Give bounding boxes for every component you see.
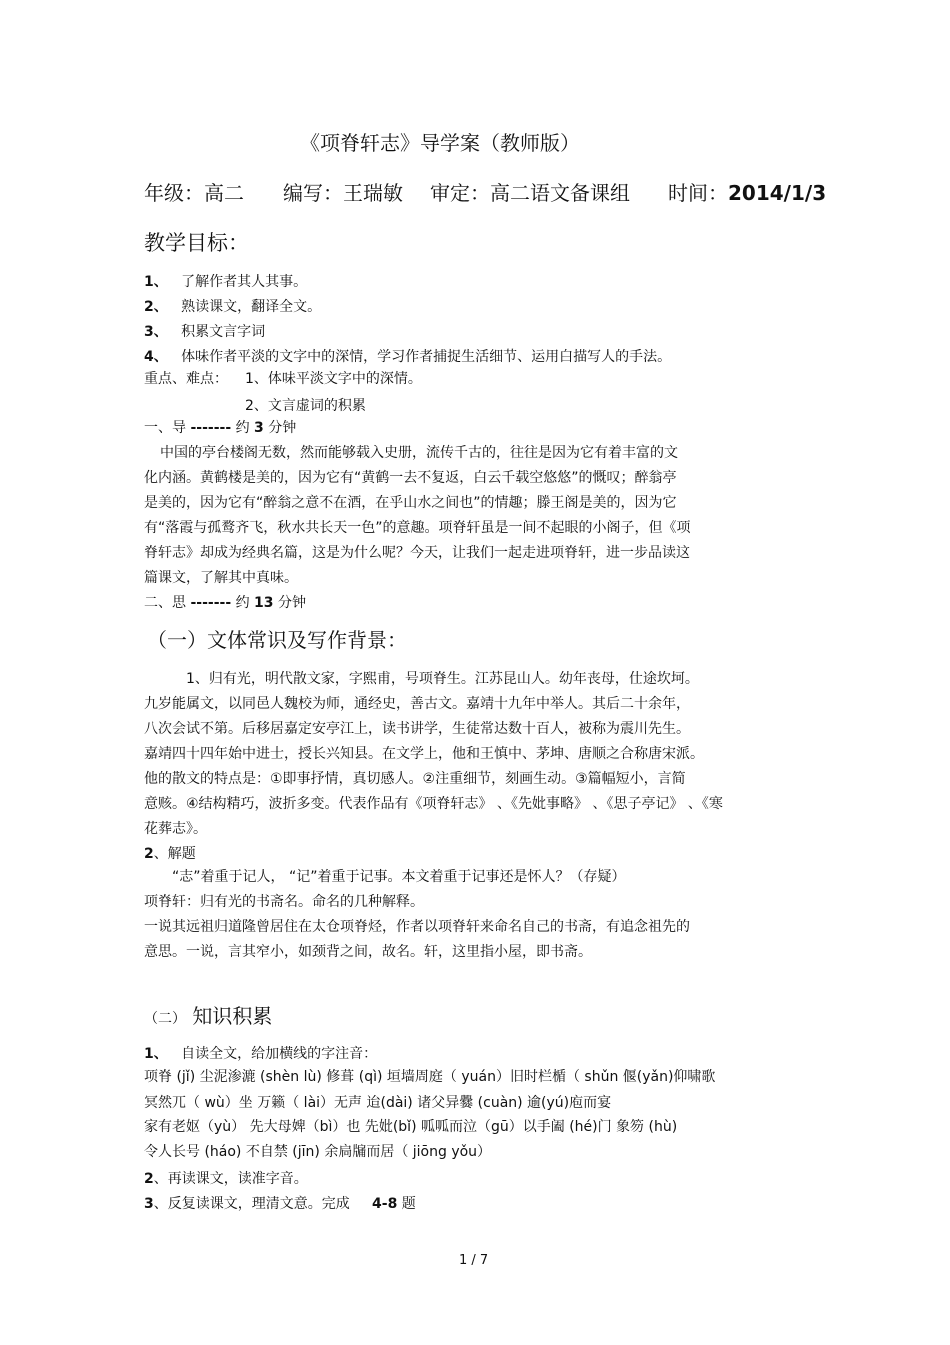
paragraph-line: 意赅。④结构精巧，波折多变。代表作品有《项脊轩志》 、《先妣事略》 、《思子亭记》 、《寒 xyxy=(144,796,723,812)
paragraph-line: 有“落霞与孤鹜齐飞，秋水共长天一色”的意趣。项脊轩虽是一间不起眼的小阁子，但《项 xyxy=(144,520,691,536)
pinyin-instruction: 1、 自读全文，给加横线的字注音： xyxy=(144,1046,378,1062)
objective-item: 1、 了解作者其人其事。 xyxy=(144,274,308,290)
paragraph-line: 化内涵。黄鹤楼是美的，因为它有“黄鹤一去不复返，白云千载空悠悠”的慨叹；醉翁亭 xyxy=(144,470,677,486)
pinyin-line: 冥然兀（ wù）坐 万籁（ lài）无声 迨(dài) 诸父异爨 (cuàn) 逾(yú)庖而宴 xyxy=(144,1095,612,1111)
paragraph-line: 八次会试不第。后移居嘉定安亭江上，读书讲学，生徒常达数十百人，被称为震川先生。 xyxy=(144,721,690,737)
title-explain-header: 2、解题 xyxy=(144,846,196,862)
paragraph-line: 九岁能属文，以同邑人魏校为师，通经史，善古文。嘉靖十九年中举人。其后二十余年， xyxy=(144,696,690,712)
reviewer-label: 审定：高二语文备课组 xyxy=(430,181,630,205)
paragraph-line: 篇课文，了解其中真味。 xyxy=(144,570,298,586)
instruction-3: 3、反复读课文，理清文意。完成 4-8 题 xyxy=(144,1196,416,1212)
paragraph-line: 花葬志》。 xyxy=(144,821,207,837)
paragraph-line: 一说其远祖归道隆曾居住在太仓项脊烃，作者以项脊轩来命名自己的书斋，有追念祖先的 xyxy=(144,919,690,935)
paragraph-line: “志”着重于记人， “记”着重于记事。本文着重于记事还是怀人？（存疑） xyxy=(172,869,626,885)
objectives-heading: 教学目标： xyxy=(144,231,249,255)
paragraph-line: 项脊轩：归有光的书斋名。命名的几种解释。 xyxy=(144,894,424,910)
paragraph-line: 1、归有光，明代散文家，字熙甫，号项脊生。江苏昆山人。幼年丧母，仕途坎坷。 xyxy=(186,671,699,687)
paragraph-line: 意思。一说，言其窄小，如颈背之间，故名。轩，这里指小屋，即书斋。 xyxy=(144,944,592,960)
page-number: 1 / 7 xyxy=(459,1253,489,1268)
paragraph-line: 脊轩志》却成为经典名篇，这是为什么呢？今天，让我们一起走进项脊轩，进一步品读这 xyxy=(144,545,690,561)
pinyin-line: 家有老妪（yù） 先大母婢（bì）也 先妣(bǐ) 呱呱而泣（gū）以手阖 (hé)门 象笏 (hù) xyxy=(144,1119,678,1135)
paragraph-line: 中国的亭台楼阁无数，然而能够载入史册，流传千古的，往往是因为它有着丰富的文 xyxy=(160,445,678,461)
section1-header: 一、导 ------- 约 3 分钟 xyxy=(144,420,297,436)
instruction-2: 2、再读课文，读准字音。 xyxy=(144,1171,308,1187)
date-label: 时间：2014/1/3 xyxy=(668,181,827,205)
pinyin-line: 令人长号 (háo) 不自禁 (jīn) 余扃牖而居（ jiōng yǒu） xyxy=(144,1144,492,1160)
key-point: 2、文言虚词的积累 xyxy=(245,398,366,414)
objective-item: 3、 积累文言字词 xyxy=(144,324,266,340)
page-title: 《项脊轩志》导学案（教师版） xyxy=(300,131,580,155)
paragraph-line: 嘉靖四十四年始中进士，授长兴知县。在文学上，他和王慎中、茅坤、唐顺之合称唐宋派。 xyxy=(144,746,704,762)
grade-label: 年级：高二 xyxy=(144,181,244,205)
objective-item: 2、 熟读课文，翻译全文。 xyxy=(144,299,322,315)
date-value: 2014/1/3 xyxy=(728,181,827,205)
pinyin-line: 项脊 (jǐ) 尘泥渗漉 (shèn lù) 修葺 (qì) 垣墙周庭（ yuán）旧时栏楯（ shǔn 偃(yǎn)仰啸歌 xyxy=(144,1069,716,1085)
paragraph-line: 是美的，因为它有“醉翁之意不在酒，在乎山水之间也”的情趣；滕王阁是美的，因为它 xyxy=(144,495,677,511)
part2-heading: （二） 知识积累 xyxy=(144,1004,273,1028)
section2-header: 二、思 ------- 约 13 分钟 xyxy=(144,595,306,611)
author-label: 编写：王瑞敏 xyxy=(283,181,403,205)
key-points-label: 重点、难点： xyxy=(144,371,228,387)
objective-item: 4、 体味作者平淡的文字中的深情，学习作者捕捉生活细节、运用白描写人的手法。 xyxy=(144,349,672,365)
part1-heading: （一）文体常识及写作背景： xyxy=(147,628,407,652)
key-point: 1、体味平淡文字中的深情。 xyxy=(245,371,422,387)
paragraph-line: 他的散文的特点是：①即事抒情，真切感人。②注重细节，刻画生动。③篇幅短小，言简 xyxy=(144,771,686,787)
